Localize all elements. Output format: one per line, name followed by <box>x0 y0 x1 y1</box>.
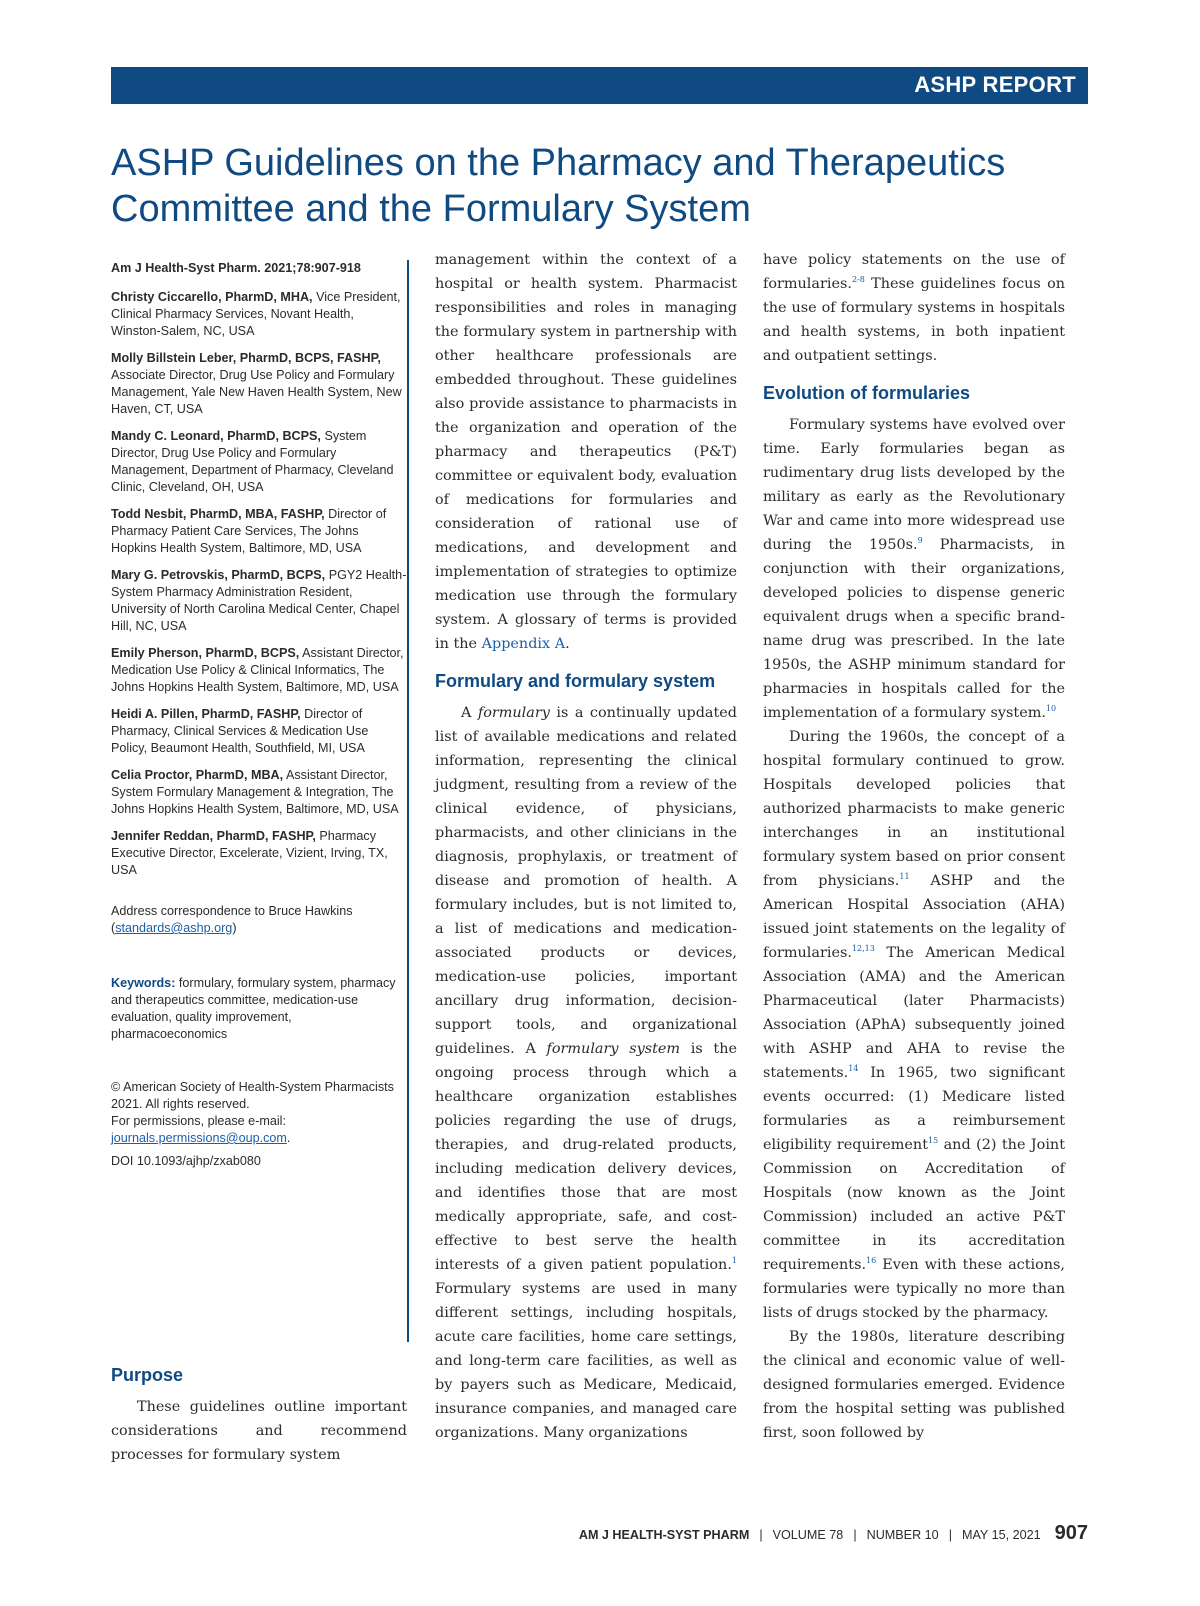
author-entry <box>111 506 407 557</box>
permissions-text: For permissions, please e-mail: <box>111 1114 286 1128</box>
keywords-list: formulary, formulary system, pharmacy and therapeutics committee, medication-use evaluation, quality improvement, pharmacoeconomics <box>111 976 396 1041</box>
evolution-heading: Evolution of formularies <box>763 383 971 403</box>
author-affiliation: Director of Pharmacy, Clinical Services & Medication Use Policy, Beaumont Health, Southfield, MI, USA <box>111 707 369 755</box>
text-run: A <box>461 705 478 721</box>
author-name: Molly Billstein Leber, PharmD, BCPS, FASHP, <box>111 351 381 365</box>
author-name: Todd Nesbit, PharmD, MBA, FASHP, <box>111 507 325 521</box>
text-run: ASHP and the American Hospital Association (AHA) issued joint statements on the legality of formularies. <box>763 873 1065 961</box>
text-run: have policy statements on the use of formularies. <box>763 252 1065 292</box>
author-entry <box>111 350 407 418</box>
banner-label: ASHP REPORT <box>914 72 1076 97</box>
reference-link[interactable]: 16 <box>866 1256 877 1266</box>
formulary-paragraph <box>435 701 737 1445</box>
term-formulary: formulary <box>477 705 550 721</box>
separator: | <box>853 1528 857 1542</box>
correspondence-email-link[interactable]: standards@ashp.org <box>115 921 233 935</box>
separator: | <box>759 1528 763 1542</box>
text-run: In 1965, two significant events occurred: (1) Medicare listed formularies as a reimbursement eligibility requirement <box>763 1065 1065 1153</box>
author-name: Jennifer Reddan, PharmD, FASHP, <box>111 829 316 843</box>
purpose-heading: Purpose <box>111 1365 184 1385</box>
page-number: 907 <box>1054 1522 1088 1544</box>
author-entry <box>111 567 407 635</box>
text-run: and (2) the Joint Commission on Accreditation of Hospitals (now known as the Joint Commission) included an active P&T committee in its accreditation requirements. <box>763 1137 1065 1273</box>
reference-link[interactable]: 2-8 <box>851 275 865 285</box>
reference-link[interactable]: 12,13 <box>851 944 875 954</box>
author-affiliation: Pharmacy Executive Director, Excelerate, Vizient, Irving, TX, USA <box>111 829 388 877</box>
author-affiliation: Assistant Director, Medication Use Policy & Clinical Informatics, The Johns Hopkins Health System, Baltimore, MD, USA <box>111 646 404 694</box>
column-3 <box>763 248 1065 1445</box>
reference-link[interactable]: 1 <box>731 1256 737 1266</box>
text-run: Pharmacists, in conjunction with their organizations, developed policies to dispense generic equivalent drugs when a specific brand-name drug was prescribed. In the late 1950s, the ASHP minimum standard for pharmacies in hospitals called for the implementation of a formulary system. <box>763 537 1065 721</box>
author-affiliation: Director of Pharmacy Patient Care Services, The Johns Hopkins Health System, Baltimore, MD, USA <box>111 507 387 555</box>
permissions-email-link[interactable]: journals.permissions@oup.com <box>111 1131 287 1145</box>
reference-link[interactable]: 11 <box>899 872 910 882</box>
author-affiliation: Vice President, Clinical Pharmacy Services, Novant Health, Winston-Salem, NC, USA <box>111 290 401 338</box>
author-affiliation: PGY2 Health-System Pharmacy Administration Resident, University of North Carolina Medical Center, Chapel Hill, NC, USA <box>111 568 407 633</box>
author-sidebar <box>111 260 409 1342</box>
author-affiliation: System Director, Drug Use Policy and Formulary Management, Department of Pharmacy, Cleveland Clinic, Cleveland, OH, USA <box>111 429 394 494</box>
citation: Am J Health-Syst Pharm. 2021;78:907-918 <box>111 261 361 275</box>
author-name: Mandy C. Leonard, PharmD, BCPS, <box>111 429 321 443</box>
column-2 <box>435 248 737 1445</box>
doi: DOI 10.1093/ajhp/zxab080 <box>111 1154 261 1168</box>
author-entry <box>111 428 407 496</box>
intro-paragraph <box>435 248 737 656</box>
author-entry <box>111 706 407 757</box>
correspondence-text: Address correspondence to Bruce Hawkins ( <box>111 904 353 935</box>
correspondence-end: ) <box>232 921 237 935</box>
column-1 <box>111 1364 407 1467</box>
text-run: is a continually updated list of available medications and related information, representing the clinical judgment, resulting from a review of the clinical evidence, of physicians, pharmacists, and other clinicians in the diagnosis, prophylaxis, or treatment of disease and promotion of health. A formulary includes, but is not limited to, a list of medications and medication-associated products or devices, medication-use policies, important ancillary drug information, decision-support tools, and organizational guidelines. A <box>435 705 738 1057</box>
author-entry <box>111 645 407 696</box>
text-run: is the ongoing process through which a healthcare organization establishes policies regarding the use of drugs, therapies, and drug-related products, including medication delivery devices, and identifies those that are most medically appropriate, safe, and cost-effective to best serve the health interests of a given patient population. <box>435 1041 737 1273</box>
text-run: management within the context of a hospital or health system. Pharmacist responsibilities and roles in managing the formulary system in partnership with other healthcare professionals are embedded throughout. These guidelines also provide assistance to pharmacists in the organization and operation of the pharmacy and therapeutics (P&T) committee or equivalent body, evaluation of medications for formularies and consideration of rational use of medications, and development and implementation of strategies to optimize medication use through the formulary system. A glossary of terms is provided in the <box>435 252 737 652</box>
page-footer <box>400 1522 1088 1545</box>
issue-date: MAY 15, 2021 <box>961 1528 1041 1542</box>
text-run: Formulary systems have evolved over time. Early formularies began as rudimentary drug lists developed by the military as early as the Revolutionary War and came into more widespread use during the 1950s. <box>763 417 1065 553</box>
reference-link[interactable]: 15 <box>927 1136 939 1146</box>
text-run: Formulary systems are used in many different settings, including hospitals, acute care facilities, home care settings, and long-term care facilities, as well as by payers such as Medicare, Medicaid, insurance companies, and managed care organizations. Many organizations <box>435 1281 737 1441</box>
author-affiliation: Assistant Director, System Formulary Management & Integration, The Johns Hopkins Health System, Baltimore, MD, USA <box>111 768 399 816</box>
author-name: Mary G. Petrovskis, PharmD, BCPS, <box>111 568 326 582</box>
evolution-paragraph-1 <box>763 413 1065 725</box>
keywords-label: Keywords: <box>111 976 176 990</box>
report-banner <box>111 67 1088 104</box>
permissions-end: . <box>286 1131 291 1145</box>
issue-number: NUMBER 10 <box>866 1528 939 1542</box>
copyright <box>111 1079 407 1147</box>
author-name: Celia Proctor, PharmD, MBA, <box>111 768 284 782</box>
article-title: ASHP Guidelines on the Pharmacy and Therapeutics Committee and the Formulary System <box>111 142 1006 230</box>
keywords <box>111 975 407 1043</box>
text-run: During the 1960s, the concept of a hospital formulary continued to grow. Hospitals developed policies that authorized pharmacists to make generic interchanges in an institutional formulary system based on prior consent from physicians. <box>763 729 1065 889</box>
evolution-paragraph-2 <box>763 725 1065 1325</box>
term-formulary-system: formulary system <box>546 1041 681 1057</box>
reference-link[interactable]: 10 <box>1045 704 1057 714</box>
journal-name: AM J HEALTH-SYST PHARM <box>578 1528 750 1542</box>
text-run: . <box>565 636 570 652</box>
evolution-paragraph-3: By the 1980s, literature describing the clinical and economic value of well-designed formularies emerged. Evidence from the hospital setting was published first, soon followed by <box>763 1329 1065 1441</box>
correspondence <box>111 903 407 937</box>
author-entry <box>111 289 407 340</box>
text-run: The American Medical Association (AMA) and the American Pharmaceutical (later Pharmacists) Association (APhA) subsequently joined with ASHP and AHA to revise the statements. <box>763 945 1065 1081</box>
author-name: Christy Ciccarello, PharmD, MHA, <box>111 290 313 304</box>
copyright-text: © American Society of Health-System Pharmacists 2021. All rights reserved. <box>111 1080 394 1111</box>
purpose-paragraph: These guidelines outline important considerations and recommend processes for formulary system <box>111 1399 407 1463</box>
reference-link[interactable]: 9 <box>917 536 923 546</box>
author-entry <box>111 767 407 818</box>
formulary-heading: Formulary and formulary system <box>435 671 716 691</box>
author-entry <box>111 828 407 879</box>
volume: VOLUME 78 <box>772 1528 844 1542</box>
reference-link[interactable]: 14 <box>848 1064 859 1074</box>
author-name: Emily Pherson, PharmD, BCPS, <box>111 646 300 660</box>
appendix-link[interactable]: Appendix A <box>481 636 566 652</box>
author-name: Heidi A. Pillen, PharmD, FASHP, <box>111 707 301 721</box>
author-affiliation: Associate Director, Drug Use Policy and Formulary Management, Yale New Haven Health System, New Haven, CT, USA <box>111 368 402 416</box>
text-run: Even with these actions, formularies were typically no more than lists of drugs stocked by the pharmacy. <box>763 1257 1065 1321</box>
text-run: These guidelines focus on the use of formulary systems in hospitals and health systems, in both inpatient and outpatient settings. <box>763 276 1065 364</box>
policy-paragraph <box>763 248 1065 368</box>
separator: | <box>948 1528 952 1542</box>
